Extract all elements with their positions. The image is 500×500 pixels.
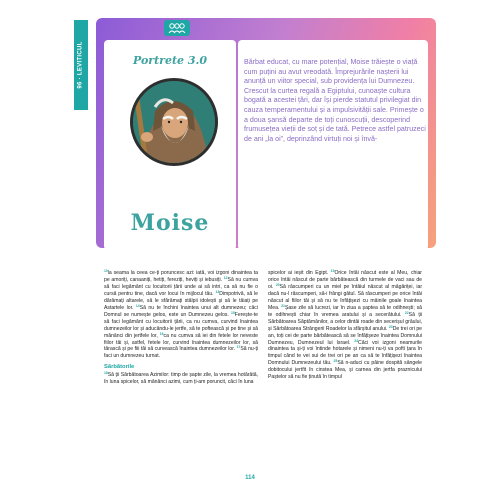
- verse-number: 17: [236, 345, 241, 350]
- page-number: 114: [245, 475, 255, 481]
- verse-paragraph: [104, 270, 258, 360]
- side-tab-label: 96 · LEVITICUL: [78, 41, 84, 89]
- verse-number: 13: [215, 289, 220, 294]
- verse-text: Să nu te închini înaintea unui alt dumnezeu; căci Domnul se numește gelos, este un Dumnezeu gelos.: [104, 304, 258, 318]
- verse-text: Să ții Sărbătoarea Azimilor: timp de șapte zile, la vremea hotărâtă, în luna spicelor, să mănânci azimi, cum ți-am poruncit, căci în luna: [104, 372, 258, 386]
- verse-text: Șase zile să lucrezi, iar în ziua a șaptea să te odihnești; să te odihnești chiar în vremea aratului și a secerătului.: [268, 304, 422, 318]
- verse-number: 25: [333, 359, 338, 364]
- section-heading: Sărbătorile: [104, 364, 135, 371]
- verse-number: 22: [404, 310, 409, 315]
- character-name: Moise: [130, 210, 210, 236]
- verse-text: Căci voi izgoni neamurile dinaintea ta și-ți voi întinde hotarele și nimeni nu-ți va pofti țara în timpul când te vei sui de trei ori pe an ca să te înfățișezi înaintea Domnului Dumnezeului tău.: [268, 339, 423, 367]
- verse-text: De trei ori pe an, toți cei de parte bărbătească să se înfățișeze înaintea Domnului Dumnezeu, Dumnezeul lui Israel.: [268, 325, 422, 346]
- portrait-card: [104, 40, 236, 250]
- right-column: [268, 270, 422, 381]
- verse-number: 15: [231, 310, 235, 315]
- left-column: [104, 270, 258, 386]
- verse-text: Să nu-ți faci un dumnezeu turnat.: [104, 346, 259, 360]
- scripture-columns: [104, 270, 424, 458]
- verse-text: spicelor ai ieșit din Egipt.: [268, 270, 331, 276]
- verse-number: 18: [104, 371, 108, 376]
- verse-text: la seama la ceea ce-ți poruncesc azi: iată, voi izgoni dinaintea ta pe amoriți, canaaniți, hetiți, fereziți, heviți și iebusiți.: [104, 270, 258, 283]
- verse-paragraph: [104, 372, 258, 386]
- verse-number: 16: [159, 331, 164, 336]
- verse-text: Să ții Sărbătoarea Săptămânilor, a celor dintâi roade din secerișul grâului, și Sărbătoarea Strângerii Roadelor la sfârșitul anului.: [268, 311, 422, 332]
- people-group-icon: [164, 20, 190, 36]
- intro-card: [238, 40, 428, 250]
- bearded-old-man-icon: [133, 81, 215, 163]
- verse-text: Ferește-te să faci legământ cu locuitorii țării, ca nu cumva, curvind înaintea dumnezeilor lor și aducându-le jertfe, să te poftească și pe tine și să mănânci din jertfele lor,: [104, 311, 258, 339]
- verse-text: Dimpotrivă, să le dărâmați altarele, să le sfărâmați stâlpii idolești și să le tăiați pe Astartele lor.: [104, 290, 259, 311]
- verse-number: 24: [354, 338, 359, 343]
- series-title: Portrete 3.0: [132, 54, 208, 67]
- verse-number: 23: [388, 324, 393, 329]
- verse-text: ca nu cumva să iei din fetele lor neveste fiilor tăi și, astfel, fetele lor, curvind înaintea dumnezeilor lor, să tărască și pe fiii tăi să curvească înaintea dumnezeilor lor.: [104, 332, 258, 353]
- verse-number: 12: [223, 275, 228, 280]
- verse-text: Orice întâi născut este al Meu, chiar orice întâi născut de parte bărbătească din turmele de vaci sau de oi.: [268, 270, 422, 290]
- verse-paragraph: [268, 270, 422, 381]
- verse-text: Să n-aduci cu pâine dospită sângele dobitocului jertfit în cinstea Mea, și carnea din jertfa praznicului Paștelor să nu fie ținută în timpul: [268, 360, 422, 381]
- verse-number: 14: [135, 303, 140, 308]
- verse-text: Să nu cumva să faci legământ cu locuitorii țării unde ai să intri, ca să nu fie o cursă pentru tine, dacă vor locui în mijlocul tău.: [104, 276, 258, 297]
- verse-text: Să răscumperi cu un miel pe întâiul născut al măgăriței, iar dacă nu-l răscumperi, să-i frângi gâtul. Să răscumperi pe orice întâi născut al fiilor tăi și să nu te înfățișezi cu mâinile goale înaintea Mea.: [268, 283, 423, 311]
- intro-text: Bărbat educat, cu mare potențial, Moise trăiește o viață cum puțini au avut vreodată. Împrejurările nașterii lui anunță un viitor special, sub providența lui Dumnezeu. Crescut la curtea regală a Egiptului, cunoaște cultura bogată a acestei țări, dar își pierde statutul privilegiat din cauza temperamentului și a impulsivității sale. Primește o a doua șansă departe de toți cunoscuții, descoperind frumusețea vieții de soț și de tată. Petrece astfel patruzeci de ani „la oi”, deprinzând virtuți noi și învă-: [244, 58, 426, 143]
- verse-number: 19: [330, 269, 335, 273]
- verse-number: 20: [275, 282, 280, 287]
- verse-number: 10: [104, 269, 108, 273]
- portrait-illustration: [130, 78, 218, 166]
- verse-number: 21: [281, 303, 285, 308]
